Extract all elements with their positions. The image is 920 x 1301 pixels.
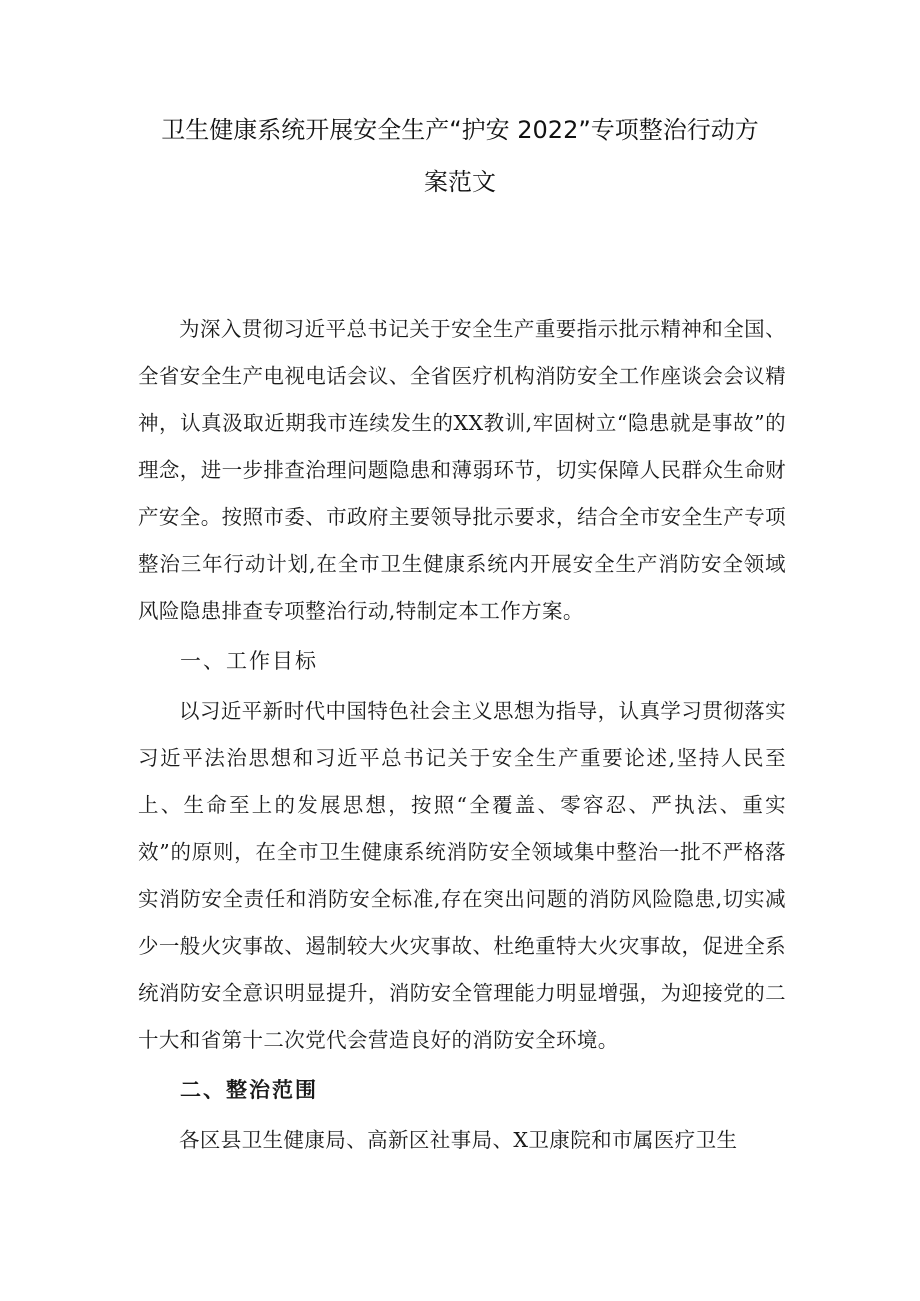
section-heading-goals: 一、工作目标 (180, 649, 318, 673)
intro-paragraph: 为深入贯彻习近平总书记关于安全生产重要指示批示精神和全国、全省安全生产电视电话会议、全省医疗机构消防安全工作座谈会会议精神，认真汲取近期我市连续发生的XX教训,牢固树立“隐患就是事故”的理念，进一步排查治理问题隐患和薄弱环节，切实保障人民群众生命财产安全。按照市委、市政府主要领导批示要求，结合全市安全生产专项整治三年行动计划,在全市卫生健康系统内开展安全生产消防安全领域风险隐患排查专项整治行动,特制定本工作方案。 (138, 317, 786, 623)
title-line-1: 卫生健康系统开展安全生产“护安 2022”专项整治行动方 (161, 116, 759, 144)
title-line-2: 案范文 (424, 168, 496, 196)
section-heading-scope: 二、整治范围 (180, 1078, 318, 1102)
document-title (120, 104, 800, 208)
goals-paragraph: 以习近平新时代中国特色社会主义思想为指导，认真学习贯彻落实习近平法治思想和习近平总书记关于安全生产重要论述,坚持人民至上、生命至上的发展思想，按照“全覆盖、零容忍、严执法、重实效”的原则，在全市卫生健康系统消防安全领域集中整治一批不严格落实消防安全责任和消防安全标准,存在突出问题的消防风险隐患,切实减少一般火灾事故、遏制较大火灾事故、杜绝重特大火灾事故，促进全系统消防安全意识明显提升，消防安全管理能力明显增强，为迎接党的二十大和省第十二次党代会营造良好的消防安全环境。 (138, 699, 786, 1052)
document-body (138, 306, 786, 1164)
scope-paragraph: 各区县卫生健康局、高新区社事局、X卫康院和市属医疗卫生 (179, 1128, 738, 1152)
